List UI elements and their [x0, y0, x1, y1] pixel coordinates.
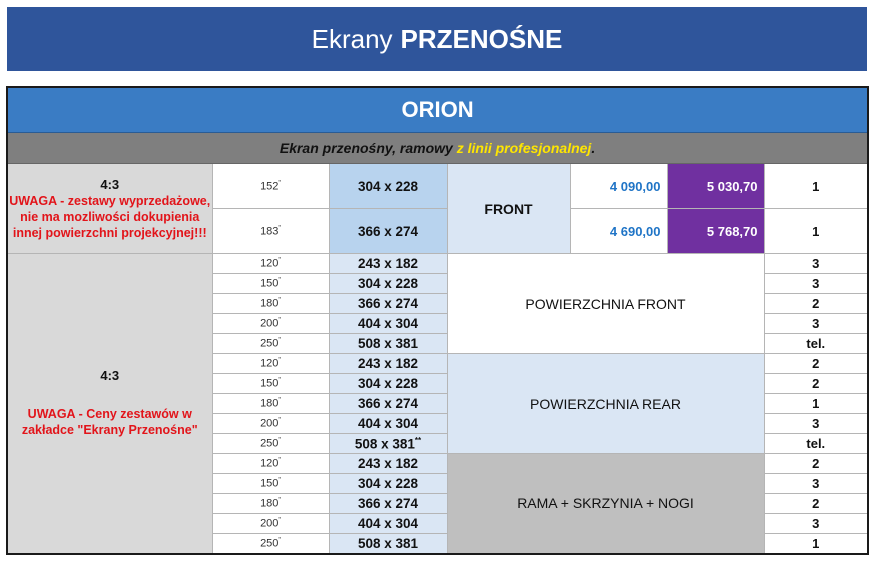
price-gross: 5 030,70 [667, 164, 764, 209]
qty-cell: 3 [764, 414, 868, 434]
qty-cell: 3 [764, 254, 868, 274]
subtitle-end: . [591, 140, 596, 156]
size-cell: 508 x 381 [329, 334, 447, 354]
qty-cell: 2 [764, 454, 868, 474]
qty-cell: 2 [764, 294, 868, 314]
diagonal-cell: 180" [212, 394, 329, 414]
size-cell: 366 x 274 [329, 394, 447, 414]
size-cell: 404 x 304 [329, 314, 447, 334]
qty-cell: 3 [764, 274, 868, 294]
size-cell: 404 x 304 [329, 514, 447, 534]
price-gross: 5 768,70 [667, 209, 764, 254]
diagonal-cell: 183" [212, 209, 329, 254]
diagonal-cell: 250" [212, 434, 329, 454]
size-cell: 243 x 182 [329, 254, 447, 274]
surface-group-label: POWIERZCHNIA REAR [447, 354, 764, 454]
qty-cell: 2 [764, 494, 868, 514]
diagonal-cell: 150" [212, 474, 329, 494]
diagonal-cell: 120" [212, 354, 329, 374]
qty-cell: 1 [764, 394, 868, 414]
orion-price-table [6, 86, 869, 555]
table-row [7, 254, 868, 274]
qty-cell: 2 [764, 374, 868, 394]
diagonal-cell: 200" [212, 514, 329, 534]
qty-cell: 3 [764, 514, 868, 534]
size-cell: 508 x 381** [329, 434, 447, 454]
surface-group-label: RAMA + SKRZYNIA + NOGI [447, 454, 764, 554]
size-cell: 366 x 274 [329, 209, 447, 254]
banner-title-light: Ekrany [311, 23, 393, 54]
bottom-ratio: 4:3 [100, 368, 120, 384]
qty-cell: 1 [764, 534, 868, 554]
subtitle-emphasis: z linii profesjonalnej [456, 140, 592, 156]
qty-cell: tel. [764, 334, 868, 354]
size-cell: 366 x 274 [329, 494, 447, 514]
subtitle-main: Ekran przenośny, ramowy [279, 140, 457, 156]
diagonal-cell: 180" [212, 494, 329, 514]
qty-cell: 3 [764, 314, 868, 334]
diagonal-cell: 120" [212, 254, 329, 274]
size-cell: 243 x 182 [329, 354, 447, 374]
qty-cell: 3 [764, 474, 868, 494]
surface-front-label: FRONT [447, 164, 570, 254]
size-cell: 508 x 381 [329, 534, 447, 554]
bottom-warning: UWAGA - Ceny zestawów w zakładce "Ekrany Przenośne" [21, 407, 198, 438]
top-ratio: 4:3 [100, 176, 120, 192]
page-banner [7, 7, 867, 71]
size-cell: 304 x 228 [329, 164, 447, 209]
size-cell: 304 x 228 [329, 274, 447, 294]
qty-cell: tel. [764, 434, 868, 454]
diagonal-cell: 200" [212, 314, 329, 334]
table-subtitle [7, 133, 868, 164]
diagonal-cell: 150" [212, 274, 329, 294]
size-cell: 404 x 304 [329, 414, 447, 434]
size-cell: 304 x 228 [329, 474, 447, 494]
diagonal-cell: 120" [212, 454, 329, 474]
diagonal-cell: 150" [212, 374, 329, 394]
diagonal-cell: 180" [212, 294, 329, 314]
top-left-note [7, 164, 212, 254]
qty-cell: 2 [764, 354, 868, 374]
price-net: 4 690,00 [570, 209, 667, 254]
bottom-left-note [7, 254, 212, 554]
qty-cell: 1 [764, 209, 868, 254]
banner-title-bold: PRZENOŚNE [400, 23, 563, 54]
diagonal-cell: 152" [212, 164, 329, 209]
price-net: 4 090,00 [570, 164, 667, 209]
size-cell: 243 x 182 [329, 454, 447, 474]
diagonal-cell: 250" [212, 534, 329, 554]
diagonal-cell: 250" [212, 334, 329, 354]
diagonal-cell: 200" [212, 414, 329, 434]
size-cell: 366 x 274 [329, 294, 447, 314]
table-title: ORION [7, 87, 868, 133]
size-cell: 304 x 228 [329, 374, 447, 394]
top-warning: UWAGA - zestawy wyprzedażowe, nie ma mozliwości dokupienia innej powierzchni projekcyjnej!!! [9, 193, 211, 240]
qty-cell: 1 [764, 164, 868, 209]
surface-group-label: POWIERZCHNIA FRONT [447, 254, 764, 354]
